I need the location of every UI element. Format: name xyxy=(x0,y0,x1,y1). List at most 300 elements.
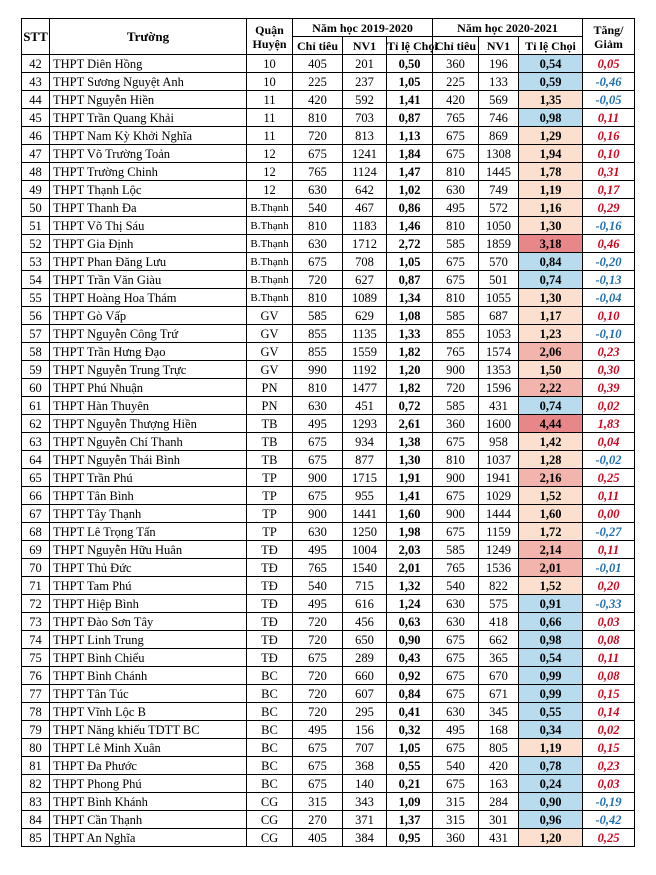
table-row xyxy=(22,361,635,379)
table-row xyxy=(22,667,635,685)
stt-cell: 70 xyxy=(22,559,50,577)
table-row xyxy=(22,541,635,559)
ratio-2019: 1,20 xyxy=(387,361,433,379)
table-row xyxy=(22,577,635,595)
change-value: 0,11 xyxy=(583,649,635,667)
change-value: 0,08 xyxy=(583,631,635,649)
change-value: -0,13 xyxy=(583,271,635,289)
nv1-2020: 822 xyxy=(479,577,519,595)
ratio-2020: 0,66 xyxy=(519,613,583,631)
change-value: 0,02 xyxy=(583,721,635,739)
district-cell: BC xyxy=(247,667,293,685)
nv1-2020: 365 xyxy=(479,649,519,667)
nv1-2020: 196 xyxy=(479,55,519,73)
quota-2020: 765 xyxy=(433,559,479,577)
ratio-2020: 0,78 xyxy=(519,757,583,775)
district-cell: B.Thạnh xyxy=(247,217,293,235)
stt-cell: 50 xyxy=(22,199,50,217)
nv1-2019: 642 xyxy=(343,181,387,199)
ratio-2019: 2,01 xyxy=(387,559,433,577)
school-name: THPT Tân Bình xyxy=(50,487,247,505)
change-value: 0,39 xyxy=(583,379,635,397)
quota-2019: 900 xyxy=(293,469,343,487)
school-name: THPT Thủ Đức xyxy=(50,559,247,577)
change-value: 0,04 xyxy=(583,433,635,451)
quota-2019: 225 xyxy=(293,73,343,91)
change-value: 0,11 xyxy=(583,487,635,505)
ratio-2019: 1,82 xyxy=(387,343,433,361)
ratio-2019-header: Tỉ lệ Chọi xyxy=(387,38,438,53)
table-row xyxy=(22,703,635,721)
table-row xyxy=(22,829,635,847)
ratio-2019: 1,91 xyxy=(387,469,433,487)
quota-2019: 315 xyxy=(293,793,343,811)
nv1-2020: 301 xyxy=(479,811,519,829)
table-row xyxy=(22,721,635,739)
quota-2020: 675 xyxy=(433,685,479,703)
district-cell: 12 xyxy=(247,145,293,163)
change-value: -0,46 xyxy=(583,73,635,91)
quota-2019: 675 xyxy=(293,739,343,757)
quota-2019: 675 xyxy=(293,487,343,505)
change-value: 0,11 xyxy=(583,109,635,127)
ratio-2019: 1,60 xyxy=(387,505,433,523)
nv1-2020: 1159 xyxy=(479,523,519,541)
school-name: THPT Gò Vấp xyxy=(50,307,247,325)
nv1-2019: 1250 xyxy=(343,523,387,541)
quota-2020: 540 xyxy=(433,757,479,775)
ratio-2020: 1,29 xyxy=(519,127,583,145)
district-cell: BC xyxy=(247,703,293,721)
quota-2020: 675 xyxy=(433,739,479,757)
ratio-2020: 2,14 xyxy=(519,541,583,559)
school-name: THPT Đa Phước xyxy=(50,757,247,775)
quota-2019: 630 xyxy=(293,181,343,199)
table-header xyxy=(22,19,635,55)
nv1-2020: 662 xyxy=(479,631,519,649)
stt-cell: 75 xyxy=(22,649,50,667)
district-header-line2: Huyện xyxy=(252,36,287,51)
ratio-2020: 0,54 xyxy=(519,55,583,73)
district-cell: BC xyxy=(247,685,293,703)
district-cell: CG xyxy=(247,829,293,847)
stt-cell: 48 xyxy=(22,163,50,181)
table-row xyxy=(22,469,635,487)
nv1-2020-header: NV1 xyxy=(479,37,519,55)
change-value: 0,25 xyxy=(583,829,635,847)
nv1-2020: 431 xyxy=(479,829,519,847)
change-value: -0,04 xyxy=(583,289,635,307)
ratio-2019: 1,38 xyxy=(387,433,433,451)
nv1-2019: 1293 xyxy=(343,415,387,433)
district-cell: TP xyxy=(247,469,293,487)
ratio-2020: 1,20 xyxy=(519,829,583,847)
ratio-2019: 1,37 xyxy=(387,811,433,829)
ratio-2019: 1,46 xyxy=(387,217,433,235)
ratio-2019: 0,90 xyxy=(387,631,433,649)
quota-2019: 675 xyxy=(293,433,343,451)
school-name: THPT Nguyễn Thái Bình xyxy=(50,451,247,469)
school-name: THPT Năng khiếu TDTT BC xyxy=(50,721,247,739)
nv1-2020: 1050 xyxy=(479,217,519,235)
ratio-2019: 1,98 xyxy=(387,523,433,541)
ratio-2020: 1,50 xyxy=(519,361,583,379)
ratio-2019: 0,72 xyxy=(387,397,433,415)
quota-2020: 540 xyxy=(433,577,479,595)
table-row xyxy=(22,55,635,73)
quota-2019: 720 xyxy=(293,127,343,145)
stt-cell: 78 xyxy=(22,703,50,721)
ratio-2019: 0,41 xyxy=(387,703,433,721)
quota-2020: 810 xyxy=(433,451,479,469)
ratio-2019: 2,72 xyxy=(387,235,433,253)
quota-2019: 900 xyxy=(293,505,343,523)
change-header-line2: Giảm xyxy=(594,36,623,51)
ratio-2020: 1,94 xyxy=(519,145,583,163)
ratio-2020: 0,98 xyxy=(519,631,583,649)
quota-2020: 585 xyxy=(433,541,479,559)
stt-cell: 68 xyxy=(22,523,50,541)
quota-2020: 810 xyxy=(433,217,479,235)
table-row xyxy=(22,595,635,613)
quota-2020: 420 xyxy=(433,91,479,109)
stt-cell: 45 xyxy=(22,109,50,127)
nv1-2020: 569 xyxy=(479,91,519,109)
quota-2019: 675 xyxy=(293,253,343,271)
table-row xyxy=(22,775,635,793)
nv1-2019: 289 xyxy=(343,649,387,667)
nv1-2019: 707 xyxy=(343,739,387,757)
nv1-2020: 671 xyxy=(479,685,519,703)
school-name: THPT Trần Phú xyxy=(50,469,247,487)
quota-2020: 720 xyxy=(433,379,479,397)
school-name: THPT Võ Thị Sáu xyxy=(50,217,247,235)
quota-2020: 360 xyxy=(433,55,479,73)
nv1-2020: 1353 xyxy=(479,361,519,379)
quota-2020: 630 xyxy=(433,181,479,199)
district-cell: B.Thạnh xyxy=(247,235,293,253)
nv1-2020: 168 xyxy=(479,721,519,739)
nv1-2019: 703 xyxy=(343,109,387,127)
stt-cell: 49 xyxy=(22,181,50,199)
ratio-2020: 0,96 xyxy=(519,811,583,829)
school-name: THPT Lê Minh Xuân xyxy=(50,739,247,757)
change-value: -0,01 xyxy=(583,559,635,577)
ratio-2020: 1,42 xyxy=(519,433,583,451)
stt-cell: 60 xyxy=(22,379,50,397)
school-name: THPT Nguyễn Hiền xyxy=(50,91,247,109)
change-value: 0,23 xyxy=(583,757,635,775)
district-cell: TĐ xyxy=(247,595,293,613)
table-row xyxy=(22,451,635,469)
table-body xyxy=(22,55,635,847)
table-row xyxy=(22,523,635,541)
quota-2020: 360 xyxy=(433,415,479,433)
school-name: THPT Thạnh Lộc xyxy=(50,181,247,199)
stt-cell: 61 xyxy=(22,397,50,415)
district-cell: BC xyxy=(247,721,293,739)
ratio-2020: 1,19 xyxy=(519,181,583,199)
change-value: 0,29 xyxy=(583,199,635,217)
nv1-2019: 629 xyxy=(343,307,387,325)
district-cell: TB xyxy=(247,415,293,433)
district-cell: BC xyxy=(247,757,293,775)
quota-2020: 360 xyxy=(433,829,479,847)
change-value: 0,23 xyxy=(583,343,635,361)
stt-cell: 67 xyxy=(22,505,50,523)
district-cell: CG xyxy=(247,793,293,811)
nv1-2019: 201 xyxy=(343,55,387,73)
nv1-2019: 295 xyxy=(343,703,387,721)
nv1-2020: 1596 xyxy=(479,379,519,397)
school-name: THPT Thanh Đa xyxy=(50,199,247,217)
ratio-2020: 3,18 xyxy=(519,235,583,253)
ratio-2019: 1,32 xyxy=(387,577,433,595)
ratio-2019: 0,86 xyxy=(387,199,433,217)
district-cell: 12 xyxy=(247,163,293,181)
quota-2020: 675 xyxy=(433,667,479,685)
quota-2020: 900 xyxy=(433,361,479,379)
nv1-2019: 368 xyxy=(343,757,387,775)
change-value: -0,20 xyxy=(583,253,635,271)
school-name: THPT Phong Phú xyxy=(50,775,247,793)
nv1-2019: 1477 xyxy=(343,379,387,397)
nv1-2019: 456 xyxy=(343,613,387,631)
nv1-2019: 955 xyxy=(343,487,387,505)
quota-2019: 405 xyxy=(293,55,343,73)
ratio-2020: 0,59 xyxy=(519,73,583,91)
nv1-2019: 371 xyxy=(343,811,387,829)
ratio-2020: 1,52 xyxy=(519,487,583,505)
stt-cell: 82 xyxy=(22,775,50,793)
school-name: THPT Đào Sơn Tây xyxy=(50,613,247,631)
nv1-2020: 1249 xyxy=(479,541,519,559)
ratio-2020: 0,34 xyxy=(519,721,583,739)
ratio-2019: 1,30 xyxy=(387,451,433,469)
quota-2020: 630 xyxy=(433,595,479,613)
district-cell: B.Thạnh xyxy=(247,253,293,271)
district-cell: 10 xyxy=(247,73,293,91)
school-name: THPT Nguyễn Trung Trực xyxy=(50,361,247,379)
stt-cell: 43 xyxy=(22,73,50,91)
district-cell: GV xyxy=(247,307,293,325)
quota-2020: 495 xyxy=(433,199,479,217)
table-row xyxy=(22,73,635,91)
ratio-2020: 4,44 xyxy=(519,415,583,433)
ratio-2019: 2,03 xyxy=(387,541,433,559)
nv1-2020: 805 xyxy=(479,739,519,757)
nv1-2019: 1712 xyxy=(343,235,387,253)
quota-2019: 810 xyxy=(293,379,343,397)
nv1-2020: 431 xyxy=(479,397,519,415)
nv1-2019: 1241 xyxy=(343,145,387,163)
stt-cell: 51 xyxy=(22,217,50,235)
quota-2019: 855 xyxy=(293,325,343,343)
stt-cell: 44 xyxy=(22,91,50,109)
ratio-2020: 1,35 xyxy=(519,91,583,109)
nv1-2019: 1124 xyxy=(343,163,387,181)
nv1-2019: 1715 xyxy=(343,469,387,487)
ratio-2020: 1,23 xyxy=(519,325,583,343)
nv1-2020: 570 xyxy=(479,253,519,271)
nv1-2020: 746 xyxy=(479,109,519,127)
ratio-2019: 1,84 xyxy=(387,145,433,163)
school-name: THPT Võ Trường Toản xyxy=(50,145,247,163)
ratio-2019: 0,95 xyxy=(387,829,433,847)
ratio-2020: 0,55 xyxy=(519,703,583,721)
school-name: THPT Sương Nguyệt Anh xyxy=(50,73,247,91)
nv1-2019: 934 xyxy=(343,433,387,451)
change-value: -0,02 xyxy=(583,451,635,469)
ratio-2019: 1,05 xyxy=(387,73,433,91)
stt-cell: 59 xyxy=(22,361,50,379)
ratio-2019: 1,41 xyxy=(387,487,433,505)
ratio-2020: 1,60 xyxy=(519,505,583,523)
nv1-2019: 1004 xyxy=(343,541,387,559)
school-name: THPT Nam Kỳ Khởi Nghĩa xyxy=(50,127,247,145)
quota-2019: 420 xyxy=(293,91,343,109)
nv1-2019: 592 xyxy=(343,91,387,109)
nv1-2020: 1536 xyxy=(479,559,519,577)
table-row xyxy=(22,613,635,631)
ratio-2019: 0,87 xyxy=(387,271,433,289)
table-row xyxy=(22,325,635,343)
stt-header: STT xyxy=(22,19,50,55)
quota-2020: 675 xyxy=(433,127,479,145)
table-row xyxy=(22,181,635,199)
nv1-2020: 1600 xyxy=(479,415,519,433)
ratio-2020: 0,54 xyxy=(519,649,583,667)
district-cell: TĐ xyxy=(247,541,293,559)
stt-cell: 81 xyxy=(22,757,50,775)
table-row xyxy=(22,163,635,181)
nv1-2020: 420 xyxy=(479,757,519,775)
quota-2019: 810 xyxy=(293,109,343,127)
stt-cell: 55 xyxy=(22,289,50,307)
quota-2019: 675 xyxy=(293,145,343,163)
quota-2019: 720 xyxy=(293,631,343,649)
stt-cell: 72 xyxy=(22,595,50,613)
ratio-2020: 1,17 xyxy=(519,307,583,325)
school-name: THPT Cần Thạnh xyxy=(50,811,247,829)
ratio-2020: 0,98 xyxy=(519,109,583,127)
table-row xyxy=(22,433,635,451)
district-cell: TB xyxy=(247,433,293,451)
stt-cell: 76 xyxy=(22,667,50,685)
quota-2020: 675 xyxy=(433,271,479,289)
school-name: THPT Hoàng Hoa Thám xyxy=(50,289,247,307)
ratio-2019: 1,13 xyxy=(387,127,433,145)
ratio-2019: 0,87 xyxy=(387,109,433,127)
school-name: THPT Phú Nhuận xyxy=(50,379,247,397)
quota-2019: 765 xyxy=(293,559,343,577)
change-value: 0,03 xyxy=(583,613,635,631)
change-value: -0,27 xyxy=(583,523,635,541)
school-name: THPT Hàn Thuyên xyxy=(50,397,247,415)
nv1-2019: 1441 xyxy=(343,505,387,523)
ratio-2020: 0,84 xyxy=(519,253,583,271)
district-cell: GV xyxy=(247,361,293,379)
ratio-2020: 0,99 xyxy=(519,685,583,703)
nv1-2019: 877 xyxy=(343,451,387,469)
quota-2020: 315 xyxy=(433,793,479,811)
nv1-2019: 451 xyxy=(343,397,387,415)
table-row xyxy=(22,127,635,145)
ratio-2020: 0,74 xyxy=(519,397,583,415)
ratio-2020: 0,74 xyxy=(519,271,583,289)
ratio-2020: 1,16 xyxy=(519,199,583,217)
school-name: THPT Gia Định xyxy=(50,235,247,253)
change-value: 0,00 xyxy=(583,505,635,523)
nv1-2019: 616 xyxy=(343,595,387,613)
district-cell: TP xyxy=(247,487,293,505)
table-row xyxy=(22,217,635,235)
quota-2019: 675 xyxy=(293,649,343,667)
district-cell: PN xyxy=(247,397,293,415)
school-name: THPT Hiệp Bình xyxy=(50,595,247,613)
ratio-2020: 1,30 xyxy=(519,217,583,235)
change-value: 0,46 xyxy=(583,235,635,253)
change-value: 0,31 xyxy=(583,163,635,181)
ratio-2019: 0,43 xyxy=(387,649,433,667)
stt-cell: 79 xyxy=(22,721,50,739)
stt-cell: 80 xyxy=(22,739,50,757)
table-row xyxy=(22,505,635,523)
district-cell: CG xyxy=(247,811,293,829)
change-value: 0,15 xyxy=(583,739,635,757)
table-row xyxy=(22,757,635,775)
stt-cell: 58 xyxy=(22,343,50,361)
quota-2019: 720 xyxy=(293,667,343,685)
district-cell: TĐ xyxy=(247,577,293,595)
district-cell: 11 xyxy=(247,91,293,109)
change-value: -0,16 xyxy=(583,217,635,235)
change-value: 0,03 xyxy=(583,775,635,793)
stt-cell: 73 xyxy=(22,613,50,631)
nv1-2019: 813 xyxy=(343,127,387,145)
nv1-2019-header: NV1 xyxy=(343,37,387,55)
school-name: THPT Tân Túc xyxy=(50,685,247,703)
quota-2019: 495 xyxy=(293,595,343,613)
ratio-2020: 1,52 xyxy=(519,577,583,595)
ratio-2019: 1,82 xyxy=(387,379,433,397)
table-row xyxy=(22,415,635,433)
school-name: THPT Nguyễn Chí Thanh xyxy=(50,433,247,451)
stt-cell: 54 xyxy=(22,271,50,289)
quota-2019-header: Chỉ tiêu xyxy=(293,37,343,55)
nv1-2019: 1192 xyxy=(343,361,387,379)
ratio-2020: 1,30 xyxy=(519,289,583,307)
quota-2020: 630 xyxy=(433,703,479,721)
district-cell: BC xyxy=(247,739,293,757)
change-value: 0,25 xyxy=(583,469,635,487)
table-row xyxy=(22,253,635,271)
year-2019-header: Năm học 2019-2020 xyxy=(293,19,433,37)
quota-2020: 315 xyxy=(433,811,479,829)
table-row xyxy=(22,793,635,811)
school-header: Trường xyxy=(50,19,247,55)
district-cell: B.Thạnh xyxy=(247,271,293,289)
district-cell: 10 xyxy=(247,55,293,73)
district-header xyxy=(247,19,293,55)
table-row xyxy=(22,289,635,307)
district-cell: GV xyxy=(247,325,293,343)
quota-2019: 630 xyxy=(293,397,343,415)
district-cell: TĐ xyxy=(247,613,293,631)
table-row xyxy=(22,631,635,649)
table-row xyxy=(22,109,635,127)
quota-2019: 720 xyxy=(293,685,343,703)
